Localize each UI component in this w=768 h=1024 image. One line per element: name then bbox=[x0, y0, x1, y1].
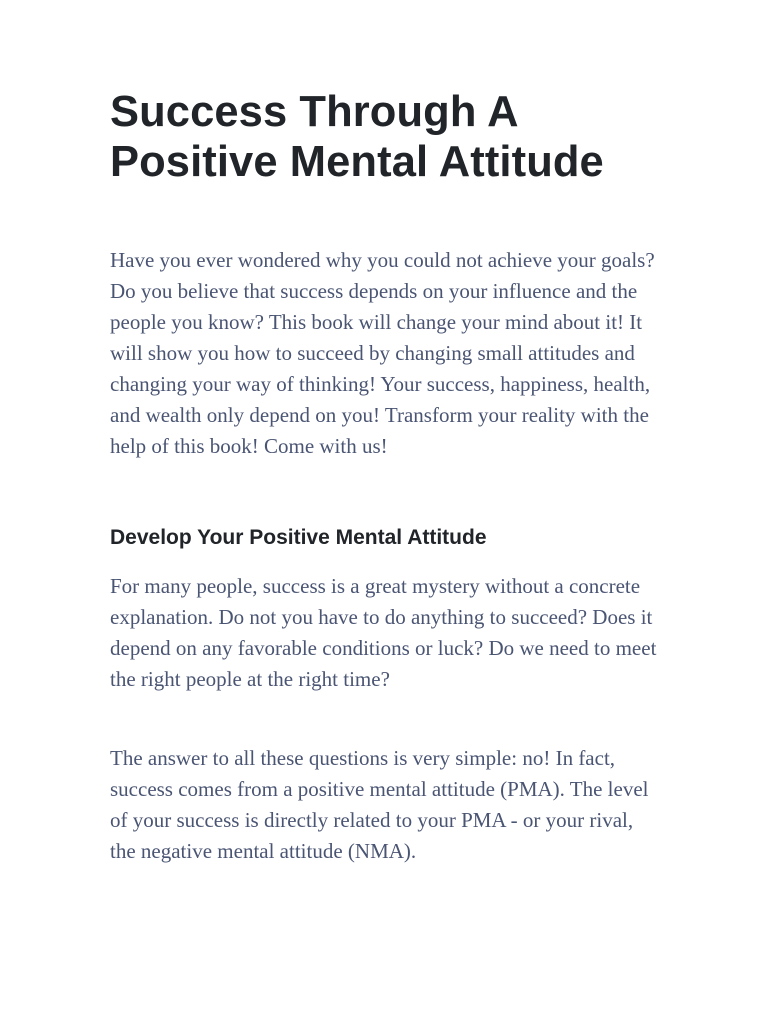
section-heading: Develop Your Positive Mental Attitude bbox=[110, 526, 487, 549]
body-paragraph-2: The answer to all these questions is very simple: no! In fact, success comes from a positive mental attitude (PMA). The level of your success is directly related to your PMA - or your rival, the negative mental attitude (NMA). bbox=[110, 746, 649, 863]
body-paragraph-1: For many people, success is a great mystery without a concrete explanation. Do not you have to do anything to succeed? Does it depend on any favorable conditions or luck? Do we need to meet the right people at the right time? bbox=[110, 574, 657, 691]
page-title: Success Through A Positive Mental Attitude bbox=[110, 88, 604, 186]
intro-paragraph: Have you ever wondered why you could not achieve your goals? Do you believe that success depends on your influence and the people you know? This book will change your mind about it! It will show you how to succeed by changing small attitudes and changing your way of thinking! Your success, happiness, health, and wealth only depend on you! Transform your reality with the help of this book! Come with us! bbox=[110, 248, 655, 458]
